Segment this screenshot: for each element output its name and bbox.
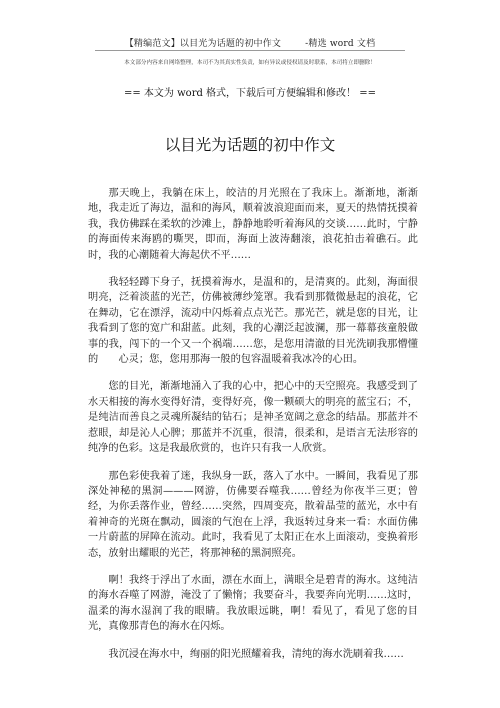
header-tag: -精选 word 文档 [305, 39, 376, 49]
paragraph: 啊！我终于浮出了水面，漂在水面上，满眼全是碧青的海水。这纯洁的海水吞噬了网游，淹没了了懒惰；我要奋斗，我要奔向光明……这时，温柔的海水湿润了我的眼睛。我放眼远眺，啊！看见了，看见了您的目光，真像那青色的海水在闪烁。 [88, 574, 418, 633]
paragraph: 我沉浸在海水中，绚丽的阳光照耀着我，清纯的海水洗刷着我…… [108, 648, 404, 660]
format-notice: == 本文为 word 格式，下载后可方便编辑和修改！ == [124, 88, 376, 99]
article-title: 以目光为话题的初中作文 [164, 136, 336, 154]
header-doc-title: 【精编范文】以目光为话题的初中作文 [124, 39, 282, 49]
paragraph: 那天晚上，我躺在床上，皎洁的月光照在了我床上。渐渐地，渐渐地，我走近了海边，温和的海风，顺着波浪迎面而来，夏天的热情抚摸着我，我仿佛踩在柔软的沙滩上，静静地聆听着海风的交谈……此时，宁静的海面传来海鸥的嘶哭，即而，海面上波涛翻滚，浪花拍击着礁石。此时，我的心潮随着大海起伏不平…… [88, 188, 418, 261]
page-header [0, 36, 500, 49]
article-body [88, 186, 418, 674]
paragraph: 您的目光，渐渐地涌入了我的心中，把心中的天空照亮。我感受到了水天相接的海水变得好清，变得好亮，像一颗硕大的明亮的蓝宝石；不，是纯洁而善良之灵魂所凝结的钻石；是神圣宽阔之意念的结晶。那蓝并不惹眼，却是沁人心脾；那蓝并不沉重，很清，很柔和，是语言无法形容的纯净的色彩。这是我最欣赏的，也许只有我一人欣赏。 [88, 381, 418, 455]
disclaimer-text: 本文部分内容来自网络整理，本司不为其真实性负责，如有异议或侵权请及时联系，本司将立即删除！ [124, 60, 376, 66]
paragraph: 那色彩使我着了迷，我纵身一跃，落入了水中。一瞬间，我看见了那深处神秘的黑洞———网游，仿佛要吞噬我……曾经为你夜半三更；曾经，为你丢落作业，曾经……突然，四周变亮，散着晶莹的蓝光，水中有着神奇的光斑在飘动，圆滚的气泡在上浮，我返转过身来一看：水面仿佛一片蔚蓝的屏障在流动。此时，我看见了太阳正在水上面滚动，变换着形态，放射出耀眼的光芒，将那神秘的黑洞照亮。 [88, 470, 418, 559]
header-divider [95, 50, 405, 51]
paragraph: 我轻轻蹲下身子，抚摸着海水，是温和的，是清爽的。此刻，海面很明亮，泛着淡蓝的光芒，仿佛被薄纱笼罩。我看到那微微悬起的浪花，它在舞动，它在漂浮，流动中闪烁着点点光芒。那光芒，就是您的目光，让我看到了您的宽广和甜蓝。此刻，我的心潮泛起波澜，那一幕幕孩童般做事的我，闯下的一个又一个祸端……您，是您用清澈的目光洗刷我那懵懂的 心灵；您，您用那海一般的包容温暖着我冰冷的心田。 [88, 277, 418, 366]
